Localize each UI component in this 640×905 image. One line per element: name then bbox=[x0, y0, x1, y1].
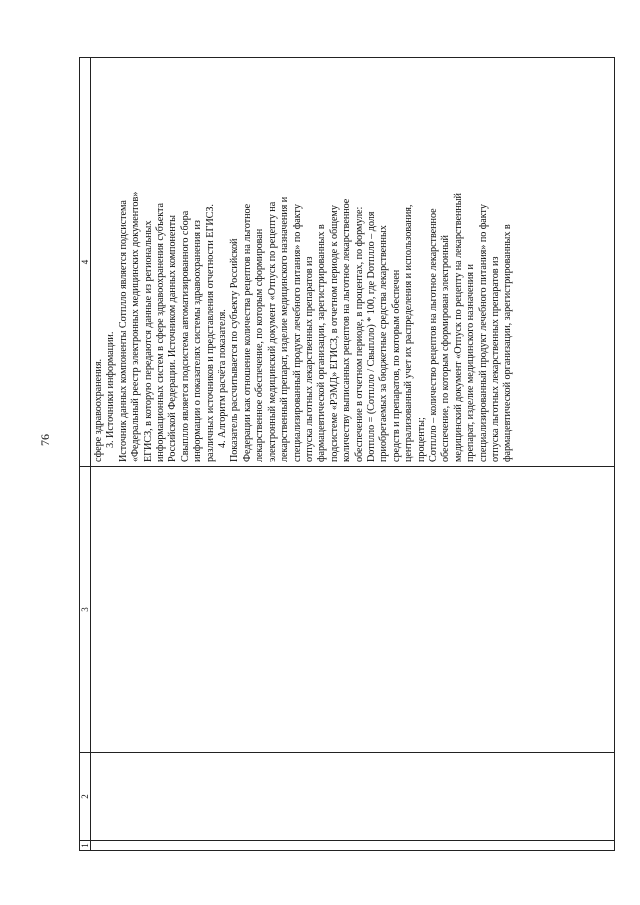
text-line: фармацевтической организации, зарегистрированных в bbox=[502, 224, 514, 462]
rotated-table-container bbox=[79, 57, 615, 851]
text-line: фармацевтической организации, зарегистрированных в bbox=[316, 224, 328, 462]
text-line: лекарственный препарат, изделие медицинского назначения и bbox=[279, 196, 291, 462]
text-line: централизованный учет их распределения и использования, bbox=[403, 204, 415, 462]
text-line: Российской Федерации. Источником данных компоненты bbox=[167, 215, 179, 462]
cell-col-2 bbox=[91, 753, 615, 841]
text-line: обеспечение в отчетном периоде, в процентах, по формуле: bbox=[353, 206, 365, 462]
table-header-row bbox=[80, 58, 91, 851]
text-line: различных источников и представления отчетности ЕГИСЗ. bbox=[204, 204, 216, 462]
text-line: препарат, изделие медицинского назначения и bbox=[465, 264, 477, 462]
column-header-3: 3 bbox=[80, 467, 91, 753]
text-line: информации о показателях системы здравоохранения из bbox=[192, 220, 204, 462]
text-line: проценты; bbox=[415, 417, 427, 462]
text-line: отпуска льготных лекарственных препаратов из bbox=[303, 256, 315, 462]
text-line: специализированный продукт лечебного питания» по факту bbox=[477, 204, 489, 462]
text-line: 3. Источники информации. bbox=[105, 331, 117, 448]
cell-col-4 bbox=[91, 58, 615, 467]
column-header-2: 2 bbox=[80, 753, 91, 841]
text-line: лекарственное обеспечение, по которым сформирован bbox=[254, 228, 266, 462]
text-line: ЕГИСЗ, в которую передаются данные из региональных bbox=[142, 220, 154, 462]
text-line: количеству выписанных рецептов на льготное лекарственное bbox=[341, 198, 353, 462]
text-line: приобретаемых за бюджетные средства лекарственных bbox=[378, 225, 390, 462]
text-line: подсистеме «РЭМД» ЕГИСЗ, в отчетном периоде к общему bbox=[328, 205, 340, 462]
text-line: специализированный продукт лечебного питания» по факту bbox=[291, 204, 303, 462]
text-line: отпуска льготных лекарственных препаратов из bbox=[490, 256, 501, 462]
text-line: информационных систем в сфере здравоохранения субъекта bbox=[155, 203, 167, 462]
cell-col-1 bbox=[91, 841, 615, 851]
text-line: Dотплло = (Сотплло / Свыплло) * 100, где Dотплло – доля bbox=[365, 211, 377, 462]
text-line: Свыплло является подсистема автоматизированного сбора bbox=[179, 210, 191, 462]
text-line: сфере здравоохранения. bbox=[93, 359, 104, 462]
cell-col-3 bbox=[91, 467, 615, 753]
text-line: электронный медицинский документ «Отпуск по рецепту на bbox=[266, 201, 278, 462]
table-row bbox=[91, 58, 615, 851]
text-line: медицинский документ «Отпуск по рецепту на лекарственный bbox=[452, 193, 464, 462]
text-line: Источник данных компоненты Сотплло является подсистема bbox=[117, 200, 129, 462]
text-line: Сотплло – количество рецептов на льготное лекарственное bbox=[427, 208, 439, 462]
page-number: 76 bbox=[38, 434, 52, 446]
text-line: обеспечение, по которым сформирован электронный bbox=[440, 235, 452, 462]
text-line: Показатель рассчитывается по субъекту Российской bbox=[229, 238, 241, 462]
column-header-4: 4 bbox=[80, 58, 91, 467]
text-line: «Федеральный реестр электронных медицинских документов» bbox=[130, 191, 142, 462]
text-line: средств и препаратов, по которым обеспечен bbox=[390, 269, 402, 462]
text-line: 4. Алгоритм расчёта показателя. bbox=[217, 309, 229, 448]
indicator-description-text bbox=[91, 58, 515, 466]
column-header-1: 1 bbox=[80, 841, 91, 851]
text-line: Федерации как отношение количества рецептов на льготное bbox=[241, 203, 253, 462]
indicator-table bbox=[79, 57, 615, 851]
